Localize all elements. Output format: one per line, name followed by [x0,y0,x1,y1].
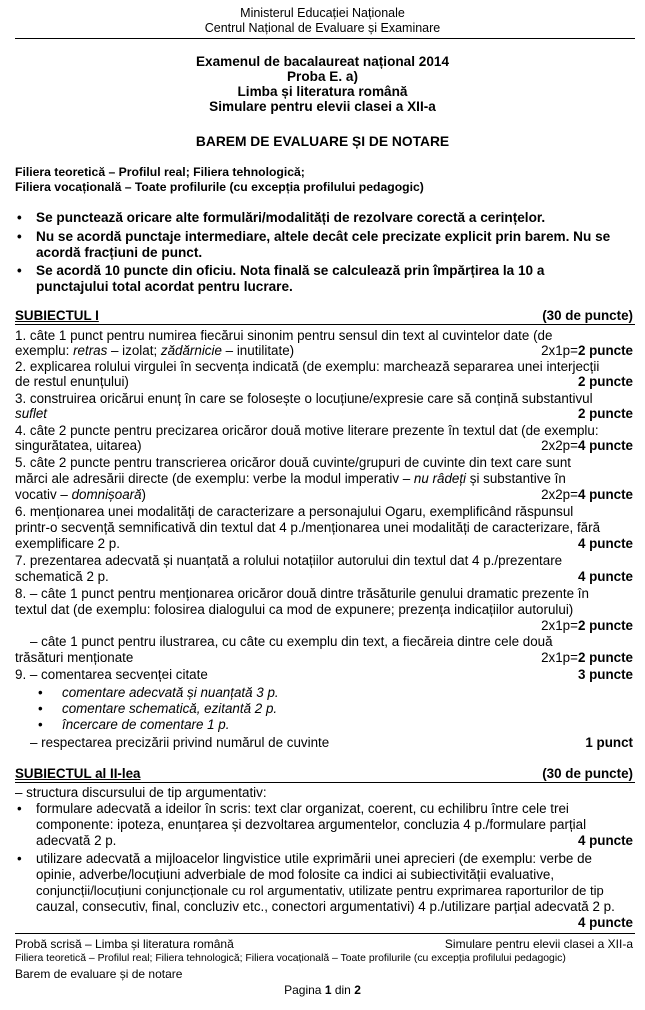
center-name: Centrul Național de Evaluare și Examinare [204,21,441,35]
rule-2-cont: acordă fracțiuni de punct. [36,245,203,260]
item-3-text: 3. construirea oricărui enunț în care se folosește o locuțiune/expresie care să conțină substantivul [15,391,593,406]
footer-left: Probă scrisă – Limba și literatura română [15,937,234,951]
ministry-name: Ministerul Educației Naționale [240,6,405,20]
item-8-score-1: 2x1p=2 puncte [541,618,633,633]
header-rule [15,38,635,39]
s2-b2-score: 4 puncte [577,915,633,930]
s2-intro: – structura discursului de tip argumentativ: [15,785,267,800]
s2-b1-score: 4 puncte [577,833,633,848]
s2-b1-l1: formulare adecvată a ideilor în scris: text clar organizat, coerent, cu echilibru între cele trei [36,801,569,816]
item-7-text-cont: schematică 2 p. [15,569,109,584]
item-4-score: 2x2p=4 puncte [541,438,633,453]
s2-b2-l3: conjuncții/locuțiuni conjuncționale cu rol argumentativ, utilizate pentru exprimarea raporturilor de tip [36,883,604,898]
s2-b2-l2: opinie, adverbe/locuțiuni adverbiale de mod folosite ca indici ai subiectivității evaluative, [36,867,555,882]
item-5-score: 2x2p=4 puncte [541,487,633,502]
s2-b2-l1: utilizare adecvată a mijloacelor lingvistice utile exprimării unei aprecieri (de exemplu: verbe de [36,851,592,866]
footer-filiera: Filiera teoretică – Profilul real; Filiera tehnologică; Filiera vocațională – Toate profilurile (cu excepția profilului pedagogic) [15,953,566,964]
bullet-icon: • [17,229,22,244]
item-9-score-1: 3 puncte [577,667,633,682]
item-2-score: 2 puncte [577,374,633,389]
rule-3-cont: punctajului total acordat pentru lucrare. [36,279,293,294]
s2-b1-l2: componente: ipoteza, enunțarea și dezvoltarea argumentelor, concluzia 4 p./formulare parțial [36,817,587,832]
filiera-line-1: Filiera teoretică – Profilul real; Filiera tehnologică; [15,165,305,179]
item-4-text: 4. câte 2 puncte pentru precizarea oricăror două motive literare prezente în textul dat (de exemplu: [15,423,599,438]
bullet-icon: • [17,851,22,866]
bullet-icon: • [17,801,22,816]
section-title: SUBIECTUL al II-lea [15,766,141,781]
filiera-line-2: Filiera vocațională – Toate profilurile (cu excepția profilului pedagogic) [15,180,424,194]
section-points: (30 de puncte) [542,308,633,323]
item-9-text-2: – respectarea precizării privind numărul de cuvinte [30,735,330,750]
section-points: (30 de puncte) [542,766,633,781]
item-7-text: 7. prezentarea adecvată și nuanțată a rolului notațiilor autorului din textul dat 4 p./prezentare [15,553,563,568]
item-6-text: 6. menționarea unei modalități de caracterizare a personajului Ogaru, exemplificând răspunsul [15,504,574,519]
item-1-text: 1. câte 1 punct pentru numirea fiecărui sinonim pentru sensul din text al cuvintelor date (de [15,328,553,343]
bullet-icon: • [38,717,43,732]
section-title: SUBIECTUL I [15,308,99,323]
item-4-text-cont: singurătatea, uitarea) [15,438,142,453]
item-7-score: 4 puncte [577,569,633,584]
barem-title: BAREM DE EVALUARE ȘI DE NOTARE [195,134,450,149]
exam-subject: Limba și literatura română [237,84,408,99]
section-rule [15,782,635,783]
item-9-bullet-3: încercare de comentare 1 p. [62,717,230,732]
item-2-text: 2. explicarea rolului virgulei în secvența indicată (de exemplu: marchează separarea unei interjecții [15,359,600,374]
bullet-icon: • [17,263,22,278]
s2-b1-l3: adecvată 2 p. [36,833,117,848]
item-8-score-2: 2x1p=2 puncte [541,650,633,665]
footer-barem: Barem de evaluare și de notare [15,967,183,981]
item-1-score: 2x1p=2 puncte [541,343,633,358]
item-9-score-2: 1 punct [585,735,633,750]
page-number: Pagina 1 din 2 [284,983,361,997]
item-1-example: exemplu: retras – izolat; zădărnicie – inutilitate) [15,343,295,358]
item-3-score: 2 puncte [577,406,633,421]
item-9-text: 9. – comentarea secvenței citate [15,667,208,682]
s2-b2-l4: cauzal, consecutiv, final, concluziv etc., conectori argumentativi) 4 p./utilizare parțial adecvată 2 p. [36,899,615,914]
item-5-text-cont-2: vocativ – domnișoară) [15,487,147,502]
item-8-text-cont: textul dat (de exemplu: folosirea dialogului ca mod de expunere; prezența indicațiilor autorului) [15,602,574,617]
bullet-icon: • [38,701,43,716]
section-rule [15,324,635,325]
bullet-icon: • [17,210,22,225]
footer-right: Simulare pentru elevii clasei a XII-a [444,937,633,951]
exam-proba: Proba E. a) [286,69,358,84]
exam-title: Examenul de bacalaureat național 2014 [195,54,450,69]
item-5-text: 5. câte 2 puncte pentru transcrierea oricăror două cuvinte/grupuri de cuvinte din text care sunt [15,455,572,470]
rule-2: Nu se acordă punctaje intermediare, altele decât cele precizate explicit prin barem. Nu se [36,229,611,244]
item-5-text-cont: mărci ale adresării directe (de exemplu: verbe la modul imperativ – nu râdeți și substantive în [15,471,566,486]
item-9-bullet-1: comentare adecvată și nuanțată 3 p. [62,685,279,700]
item-6-text-cont: printr-o secvență semnificativă din textul dat 4 p./menționarea unei modalități de caracterizare, fără [15,520,601,535]
rule-1: Se punctează oricare alte formulări/modalități de rezolvare corectă a cerințelor. [36,210,546,225]
item-3-text-cont: suflet [15,406,48,421]
item-6-text-cont-2: exemplificare 2 p. [15,536,120,551]
item-2-text-cont: de restul enunțului) [15,374,129,389]
item-8-text-2-cont: trăsături menționate [15,650,134,665]
item-8-text: 8. – câte 1 punct pentru menționarea oricăror două dintre trăsăturile genului dramatic prezente în [15,586,589,601]
rule-3: Se acordă 10 puncte din oficiu. Nota finală se calculează prin împărțirea la 10 a [36,263,545,278]
item-6-score: 4 puncte [577,536,633,551]
item-8-text-2: – câte 1 punct pentru ilustrarea, cu câte cu exemplu din text, a fiecăreia dintre cele două [30,634,553,649]
bullet-icon: • [38,685,43,700]
exam-simulation: Simulare pentru elevii clasei a XII-a [209,99,436,114]
item-9-bullet-2: comentare schematică, ezitantă 2 p. [62,701,278,716]
footer-rule [15,933,635,934]
